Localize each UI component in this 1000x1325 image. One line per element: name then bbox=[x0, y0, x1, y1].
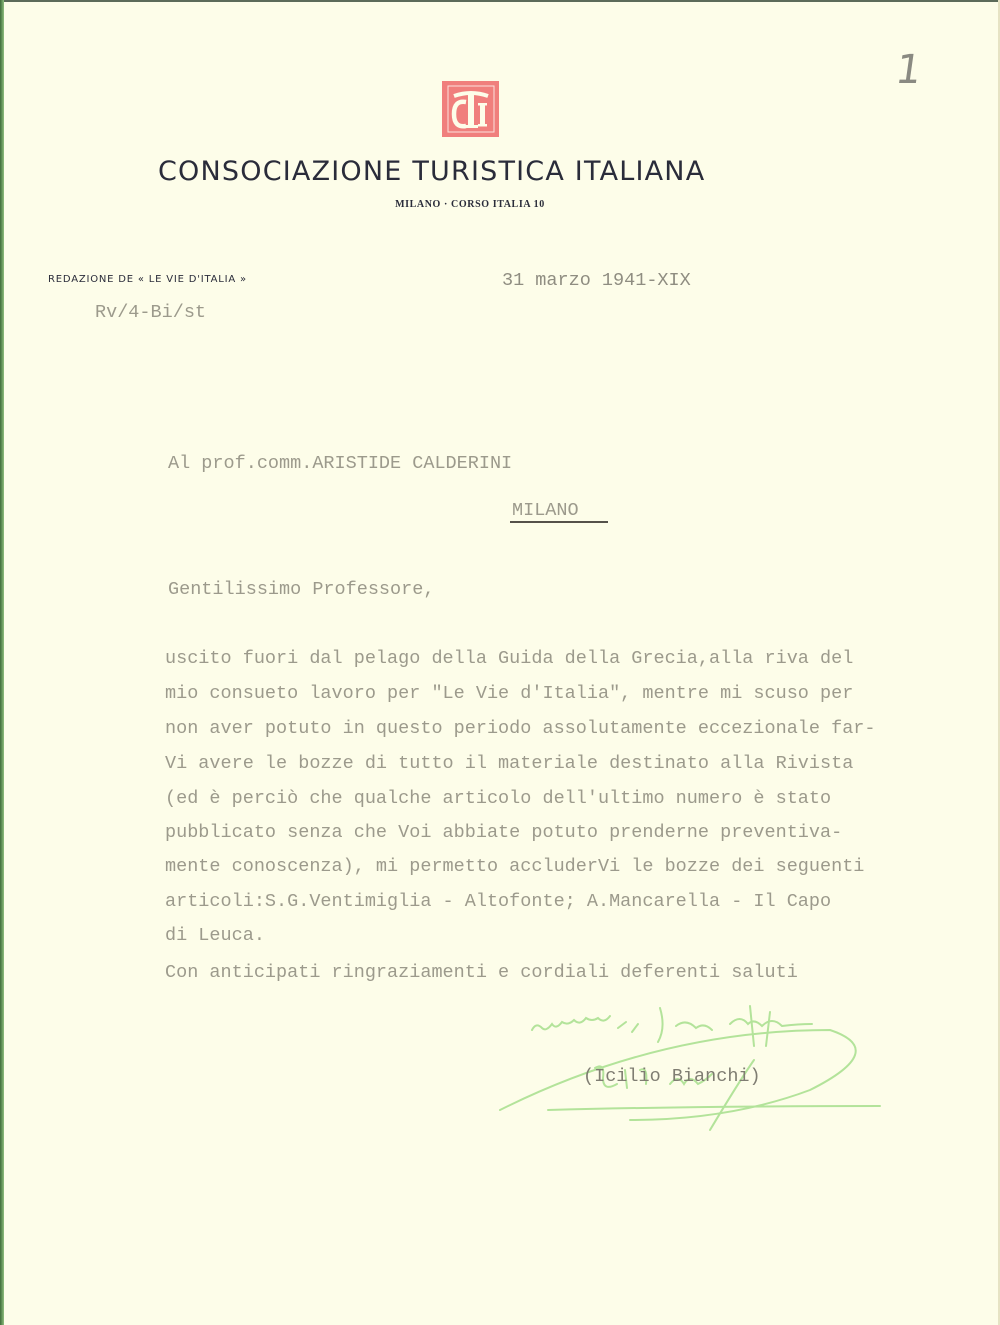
body-line: mente conoscenza), mi permetto accluderVi le bozze dei seguenti bbox=[165, 856, 865, 877]
reference-code: Rv/4-Bi/st bbox=[95, 302, 207, 323]
recipient-name: Al prof.comm.ARISTIDE CALDERINI bbox=[168, 453, 513, 474]
recipient-city: MILANO bbox=[512, 500, 579, 521]
organization-name: CONSOCIAZIONE TURISTICA ITALIANA bbox=[158, 156, 706, 187]
body-line: di Leuca. bbox=[165, 925, 265, 946]
letter-date: 31 marzo 1941-XIX bbox=[502, 270, 691, 291]
cti-monogram-icon bbox=[446, 84, 496, 134]
salutation: Gentilissimo Professore, bbox=[168, 579, 435, 600]
city-underline bbox=[510, 521, 608, 523]
department-label: REDAZIONE DE « LE VIE D'ITALIA » bbox=[48, 274, 247, 285]
body-line: non aver potuto in questo periodo assolutamente eccezionale far- bbox=[165, 718, 876, 739]
body-line: pubblicato senza che Voi abbiate potuto prenderne preventiva- bbox=[165, 822, 843, 843]
body-line: uscito fuori dal pelago della Guida della Grecia,alla riva del bbox=[165, 648, 854, 669]
body-line: Con anticipati ringraziamenti e cordiali deferenti saluti bbox=[165, 962, 798, 983]
body-line: articoli:S.G.Ventimiglia - Altofonte; A.Mancarella - Il Capo bbox=[165, 891, 832, 912]
organization-address: MILANO · CORSO ITALIA 10 bbox=[395, 199, 545, 210]
body-line: mio consueto lavoro per "Le Vie d'Italia", mentre mi scuso per bbox=[165, 683, 854, 704]
body-line: (ed è perciò che qualche articolo dell'ultimo numero è stato bbox=[165, 788, 832, 809]
page-edge-top bbox=[0, 0, 1000, 2]
cti-logo bbox=[442, 81, 499, 137]
page-number-handwritten: 1 bbox=[892, 47, 925, 93]
signatory-name: (Icilio Bianchi) bbox=[583, 1066, 761, 1087]
body-line: Vi avere le bozze di tutto il materiale destinato alla Rivista bbox=[165, 753, 854, 774]
